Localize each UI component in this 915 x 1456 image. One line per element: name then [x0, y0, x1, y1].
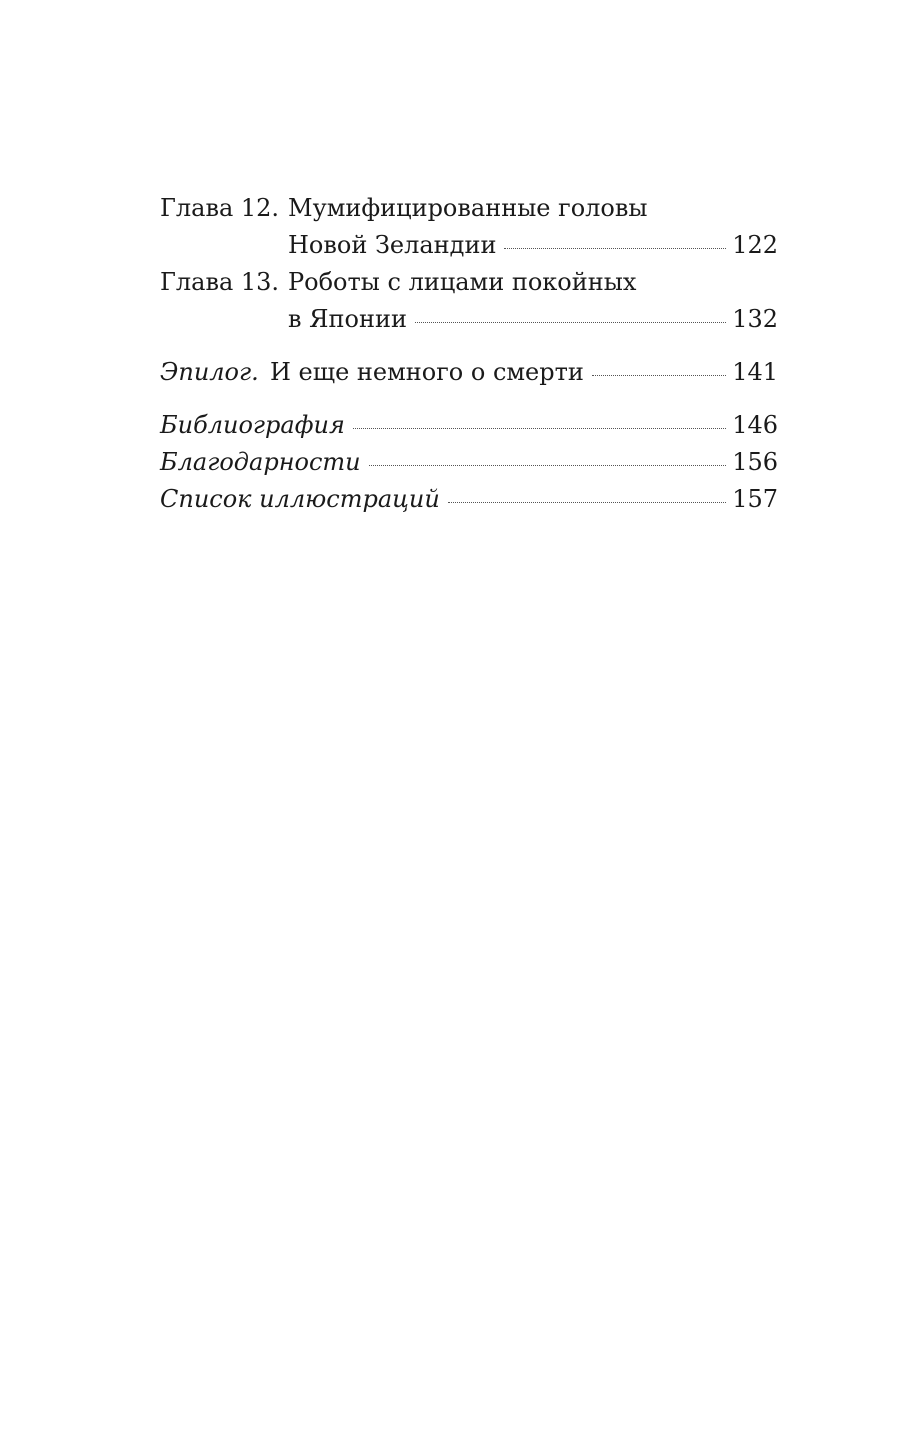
page-number: 141	[732, 358, 778, 386]
epilogue-title: И еще немного о смерти	[270, 358, 584, 386]
dot-leader	[369, 465, 727, 466]
chapter-label: Глава 13.	[160, 268, 280, 296]
chapter-label: Глава 12.	[160, 194, 280, 222]
toc-entry-epilogue	[160, 354, 778, 391]
dot-leader	[592, 375, 726, 376]
toc-entry-chapter-13-cont	[160, 301, 778, 338]
chapter-title: в Японии	[288, 305, 407, 333]
illustrations-title: Список иллюстраций	[160, 485, 440, 513]
chapter-title: Роботы с лицами покойных	[288, 268, 637, 296]
toc-entry-chapter-12	[160, 190, 778, 227]
toc-entry-illustrations	[160, 481, 778, 518]
page-number: 146	[732, 411, 778, 439]
page-number: 122	[732, 231, 778, 259]
page-number: 156	[732, 448, 778, 476]
chapter-title: Новой Зеландии	[288, 231, 497, 259]
dot-leader	[504, 248, 726, 249]
dot-leader	[353, 428, 726, 429]
epilogue-label: Эпилог.	[160, 358, 259, 386]
bibliography-title: Библиография	[160, 411, 345, 439]
toc-entry-acknowledgements	[160, 444, 778, 481]
acknowledgements-title: Благодарности	[160, 448, 361, 476]
dot-leader	[415, 322, 726, 323]
page-number: 157	[732, 485, 778, 513]
toc-entry-chapter-12-cont	[160, 227, 778, 264]
table-of-contents	[160, 190, 778, 518]
toc-entry-bibliography	[160, 407, 778, 444]
dot-leader	[448, 502, 726, 503]
page-number: 132	[732, 305, 778, 333]
chapter-title: Мумифицированные головы	[288, 194, 648, 222]
toc-entry-chapter-13	[160, 264, 778, 301]
